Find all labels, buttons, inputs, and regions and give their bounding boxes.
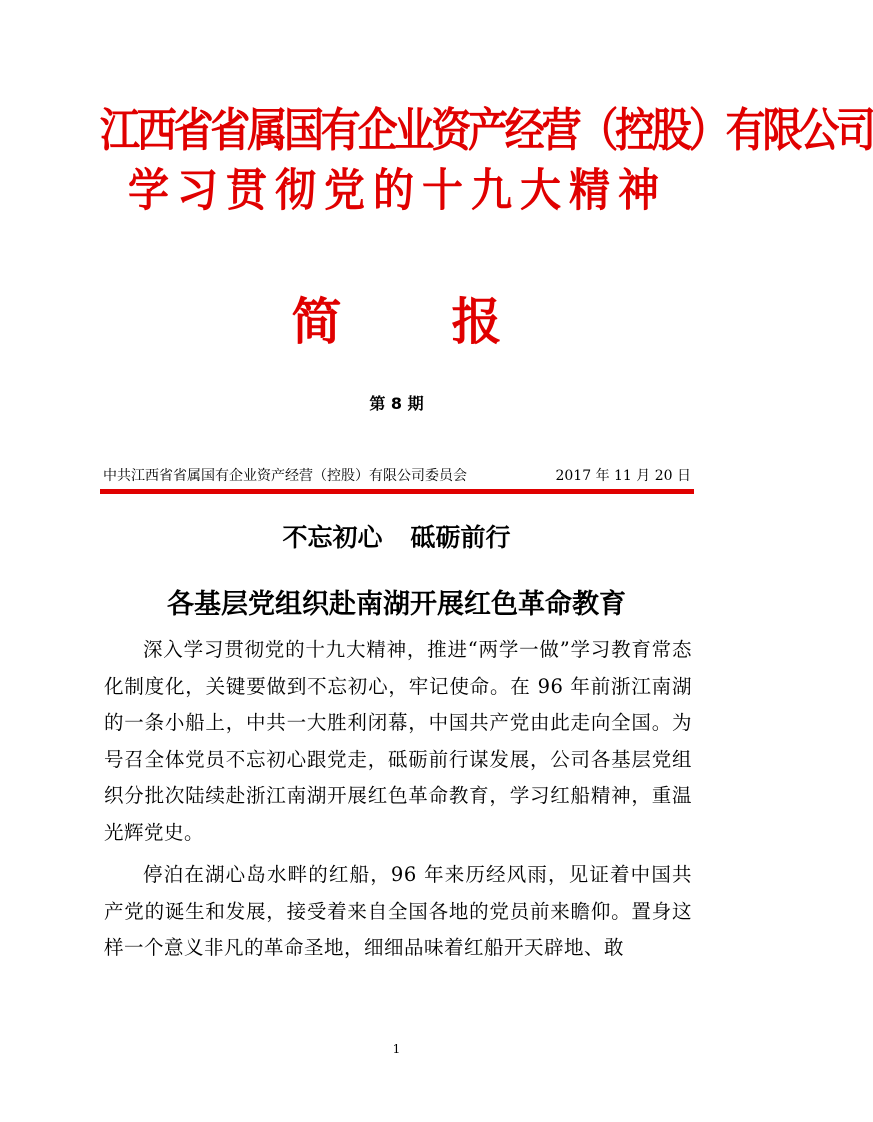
red-divider (100, 489, 694, 494)
issue-date: 2017 年 11 月 20 日 (555, 468, 691, 484)
article-title-part2: 砥砺前行 (410, 523, 511, 552)
article-title-part1: 不忘初心 (282, 523, 383, 552)
article-body (104, 632, 692, 973)
page-number: 1 (392, 1042, 401, 1056)
issue-number: 第 8 期 (369, 394, 424, 413)
article-paragraph: 深入学习贯彻党的十九大精神，推进“两学一做”学习教育常态化制度化，关键要做到不忘初心，牢记使命。在 96 年前浙江南湖的一条小船上，中共一大胜利闭幕，中国共产党由此走向全国。为号召全体党员不忘初心跟党走，砥砺前行谋发展，公司各基层党组织分批次陆续赴浙江南湖开展红色革命教育，学习红船精神，重温光辉党史。 (104, 638, 692, 844)
article-paragraph: 停泊在湖心岛水畔的红船，96 年来历经风雨，见证着中国共产党的诞生和发展，接受着来自全国各地的党员前来瞻仰。置身这样一个意义非凡的革命圣地，细细品味着红船开天辟地、敢 (104, 863, 692, 959)
report-name-part2: 报 (451, 293, 502, 351)
report-name-part1: 简 (291, 293, 342, 351)
issuer-organization: 中共江西省省属国有企业资产经营（控股）有限公司委员会 (103, 468, 467, 484)
report-name (0, 282, 793, 354)
bulletin-header-theme: 学习贯彻党的十九大精神 (128, 163, 667, 217)
bulletin-header-org: 江西省省属国有企业资产经营（控股）有限公司 (100, 104, 873, 158)
issuer-row (103, 465, 691, 485)
article-title (0, 518, 793, 554)
article-subtitle: 各基层党组织赴南湖开展红色革命教育 (167, 589, 626, 620)
